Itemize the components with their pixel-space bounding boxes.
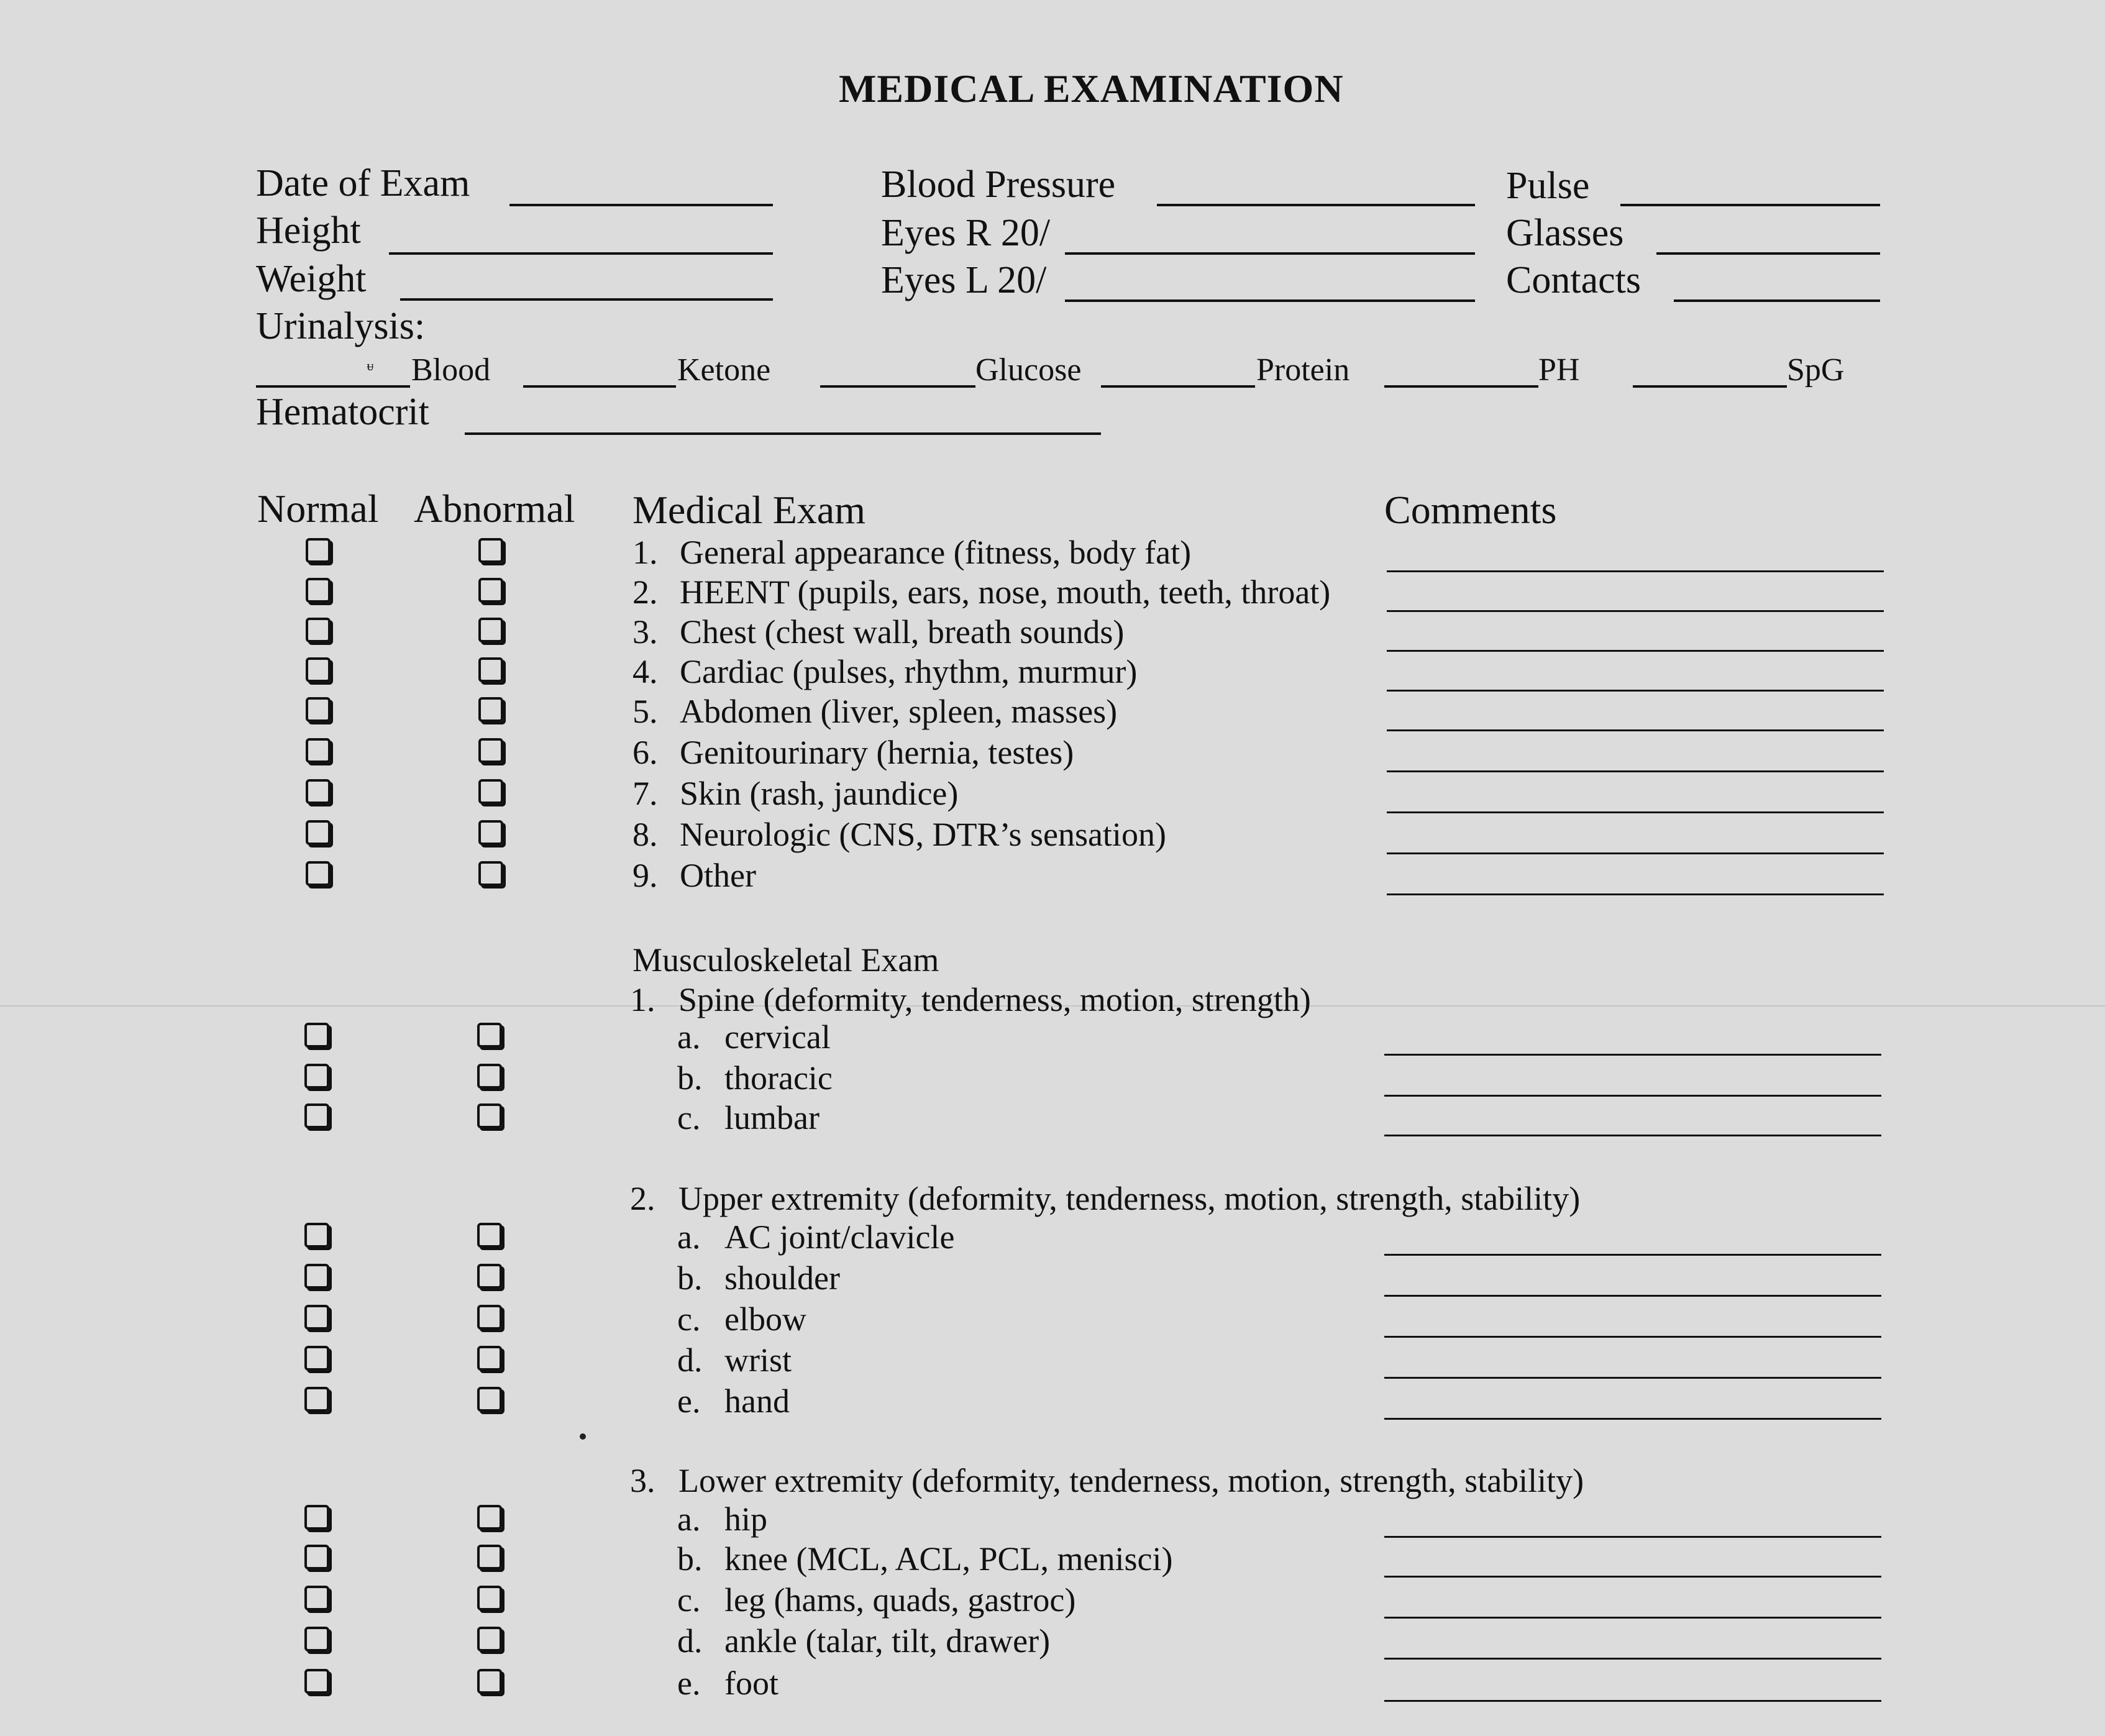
protein-field[interactable] [1101, 385, 1255, 388]
sub-item-letter: e. [677, 1382, 701, 1420]
date-of-exam-field[interactable] [509, 204, 773, 206]
exam-item-number: 6. [632, 734, 658, 771]
abnormal-checkbox[interactable] [478, 779, 503, 804]
normal-checkbox[interactable] [306, 738, 331, 763]
comment-line[interactable] [1387, 610, 1884, 612]
abnormal-checkbox[interactable] [477, 1545, 502, 1569]
normal-checkbox[interactable] [304, 1264, 329, 1289]
normal-checkbox[interactable] [304, 1305, 329, 1330]
eyes-l-label: Eyes L 20/ [881, 259, 1047, 301]
sub-item-letter: e. [677, 1665, 701, 1702]
normal-checkbox[interactable] [304, 1064, 329, 1089]
exam-item-label: Cardiac (pulses, rhythm, murmur) [680, 653, 1138, 690]
sub-item-letter: a. [677, 1218, 701, 1256]
blood-pressure-field[interactable] [1157, 204, 1475, 206]
mark-glyph: ᵾ [367, 358, 374, 373]
sub-item-letter: a. [677, 1501, 701, 1538]
urinalysis-protein-label: Protein [1256, 352, 1350, 388]
exam-item-label: HEENT (pupils, ears, nose, mouth, teeth, throat) [680, 573, 1331, 611]
sub-item-label: hand [724, 1382, 790, 1420]
normal-checkbox[interactable] [304, 1586, 329, 1610]
section-number: 3. [630, 1462, 655, 1499]
normal-checkbox[interactable] [304, 1223, 329, 1248]
exam-item-number: 7. [632, 775, 658, 812]
date-of-exam-label: Date of Exam [256, 162, 470, 204]
sub-item-label: elbow [724, 1300, 806, 1338]
comment-line[interactable] [1384, 1135, 1881, 1136]
abnormal-checkbox[interactable] [478, 578, 503, 603]
normal-checkbox[interactable] [306, 697, 331, 722]
comment-line[interactable] [1384, 1617, 1881, 1619]
exam-item-number: 3. [632, 613, 658, 651]
comment-line[interactable] [1387, 811, 1884, 813]
normal-checkbox[interactable] [304, 1505, 329, 1530]
abnormal-checkbox[interactable] [477, 1264, 502, 1289]
abnormal-checkbox[interactable] [477, 1669, 502, 1694]
abnormal-checkbox[interactable] [477, 1586, 502, 1610]
speck [580, 1433, 586, 1440]
abnormal-checkbox[interactable] [478, 538, 503, 563]
exam-item-number: 5. [632, 693, 658, 730]
abnormal-checkbox[interactable] [478, 861, 503, 886]
ph-field[interactable] [1384, 385, 1538, 388]
normal-checkbox[interactable] [306, 820, 331, 845]
sub-item-letter: c. [677, 1300, 701, 1338]
exam-item-label: Neurologic (CNS, DTR’s sensation) [680, 816, 1166, 853]
exam-item-number: 2. [632, 573, 658, 611]
comment-line[interactable] [1384, 1254, 1881, 1256]
section-number: 2. [630, 1180, 655, 1217]
exam-item-number: 4. [632, 653, 658, 690]
sub-item-label: foot [724, 1665, 779, 1702]
urinalysis-label: Urinalysis: [256, 305, 426, 347]
comment-line[interactable] [1384, 1054, 1881, 1056]
ketone-field[interactable] [523, 385, 676, 388]
height-field[interactable] [389, 252, 773, 255]
weight-label: Weight [256, 258, 367, 300]
pulse-label: Pulse [1506, 165, 1590, 207]
glucose-field[interactable] [820, 385, 975, 388]
comment-line[interactable] [1387, 852, 1884, 854]
normal-column-header: Normal [257, 487, 379, 531]
abnormal-checkbox[interactable] [477, 1387, 502, 1412]
abnormal-checkbox[interactable] [478, 820, 503, 845]
normal-checkbox[interactable] [304, 1023, 329, 1048]
urinalysis-glucose-label: Glucose [975, 352, 1082, 388]
hematocrit-field[interactable] [465, 432, 1101, 435]
page-title: MEDICAL EXAMINATION [839, 66, 1344, 111]
abnormal-column-header: Abnormal [414, 487, 575, 531]
sub-item-label: hip [724, 1501, 768, 1538]
section-number: 1. [630, 981, 655, 1018]
sub-item-label: knee (MCL, ACL, PCL, menisci) [724, 1540, 1173, 1578]
sub-item-label: thoracic [724, 1059, 833, 1097]
spg-field[interactable] [1633, 385, 1787, 388]
normal-checkbox[interactable] [304, 1627, 329, 1651]
exam-item-label: Other [680, 857, 756, 894]
comment-line[interactable] [1384, 1418, 1881, 1420]
normal-checkbox[interactable] [304, 1103, 329, 1128]
exam-item-number: 1. [632, 534, 658, 571]
sub-item-label: shoulder [724, 1259, 840, 1297]
normal-checkbox[interactable] [306, 618, 331, 642]
comment-line[interactable] [1387, 729, 1884, 731]
comment-line[interactable] [1384, 1700, 1881, 1702]
urinalysis-ph-label: PH [1538, 352, 1580, 388]
abnormal-checkbox[interactable] [477, 1627, 502, 1651]
blood-field[interactable] [256, 385, 410, 388]
sub-item-letter: d. [677, 1622, 703, 1660]
comment-line[interactable] [1387, 690, 1884, 692]
comment-line[interactable] [1384, 1536, 1881, 1538]
sub-item-label: lumbar [724, 1099, 820, 1136]
abnormal-checkbox[interactable] [478, 618, 503, 642]
blood-pressure-label: Blood Pressure [881, 163, 1116, 206]
abnormal-checkbox[interactable] [477, 1103, 502, 1128]
sub-item-letter: b. [677, 1059, 703, 1097]
urinalysis-ketone-label: Ketone [677, 352, 771, 388]
normal-checkbox[interactable] [306, 538, 331, 563]
sub-item-label: ankle (talar, tilt, drawer) [724, 1622, 1051, 1660]
sub-item-letter: c. [677, 1581, 701, 1619]
exam-item-number: 9. [632, 857, 658, 894]
comment-line[interactable] [1387, 893, 1884, 895]
sub-item-letter: c. [677, 1099, 701, 1136]
medical-exam-column-header: Medical Exam [632, 488, 865, 532]
normal-checkbox[interactable] [306, 578, 331, 603]
hematocrit-label: Hematocrit [256, 391, 429, 433]
sub-item-label: leg (hams, quads, gastroc) [724, 1581, 1076, 1619]
exam-item-label: Abdomen (liver, spleen, masses) [680, 693, 1118, 730]
height-label: Height [256, 209, 361, 252]
comment-line[interactable] [1384, 1576, 1881, 1578]
abnormal-checkbox[interactable] [477, 1505, 502, 1530]
musculoskeletal-title: Musculoskeletal Exam [632, 941, 939, 979]
section-title: Spine (deformity, tenderness, motion, strength) [678, 981, 1311, 1018]
exam-item-label: General appearance (fitness, body fat) [680, 534, 1192, 571]
normal-checkbox[interactable] [304, 1346, 329, 1371]
normal-checkbox[interactable] [304, 1387, 329, 1412]
comments-column-header: Comments [1384, 488, 1557, 532]
contacts-field[interactable] [1674, 299, 1880, 302]
abnormal-checkbox[interactable] [477, 1346, 502, 1371]
normal-checkbox[interactable] [306, 779, 331, 804]
normal-checkbox[interactable] [304, 1669, 329, 1694]
section-title: Upper extremity (deformity, tenderness, motion, strength, stability) [678, 1180, 1581, 1217]
comment-line[interactable] [1387, 570, 1884, 572]
weight-field[interactable] [400, 298, 773, 301]
sub-item-letter: d. [677, 1341, 703, 1379]
urinalysis-blood-label: Blood [411, 352, 491, 388]
comment-line[interactable] [1387, 650, 1884, 652]
comment-line[interactable] [1384, 1295, 1881, 1297]
abnormal-checkbox[interactable] [478, 738, 503, 763]
sub-item-letter: b. [677, 1259, 703, 1297]
exam-item-label: Skin (rash, jaundice) [680, 775, 959, 812]
sub-item-label: AC joint/clavicle [724, 1218, 955, 1256]
normal-checkbox[interactable] [304, 1545, 329, 1569]
abnormal-checkbox[interactable] [478, 697, 503, 722]
abnormal-checkbox[interactable] [477, 1305, 502, 1330]
glasses-field[interactable] [1656, 252, 1880, 255]
eyes-l-field[interactable] [1065, 299, 1475, 302]
exam-item-label: Chest (chest wall, breath sounds) [680, 613, 1125, 651]
eyes-r-label: Eyes R 20/ [881, 212, 1051, 254]
abnormal-checkbox[interactable] [478, 657, 503, 682]
pulse-field[interactable] [1620, 204, 1880, 206]
section-title: Lower extremity (deformity, tenderness, motion, strength, stability) [678, 1462, 1584, 1499]
contacts-label: Contacts [1506, 259, 1641, 301]
comment-line[interactable] [1387, 770, 1884, 772]
exam-item-number: 8. [632, 816, 658, 853]
sub-item-letter: a. [677, 1018, 701, 1056]
abnormal-checkbox[interactable] [477, 1064, 502, 1089]
glasses-label: Glasses [1506, 212, 1624, 254]
comment-line[interactable] [1384, 1095, 1881, 1097]
normal-checkbox[interactable] [306, 861, 331, 886]
sub-item-label: cervical [724, 1018, 831, 1056]
sub-item-letter: b. [677, 1540, 703, 1578]
comment-line[interactable] [1384, 1658, 1881, 1660]
comment-line[interactable] [1384, 1377, 1881, 1379]
urinalysis-spg-label: SpG [1787, 352, 1845, 388]
exam-item-label: Genitourinary (hernia, testes) [680, 734, 1074, 771]
abnormal-checkbox[interactable] [477, 1223, 502, 1248]
sub-item-label: wrist [724, 1341, 792, 1379]
abnormal-checkbox[interactable] [477, 1023, 502, 1048]
comment-line[interactable] [1384, 1336, 1881, 1338]
eyes-r-field[interactable] [1065, 252, 1475, 255]
normal-checkbox[interactable] [306, 657, 331, 682]
